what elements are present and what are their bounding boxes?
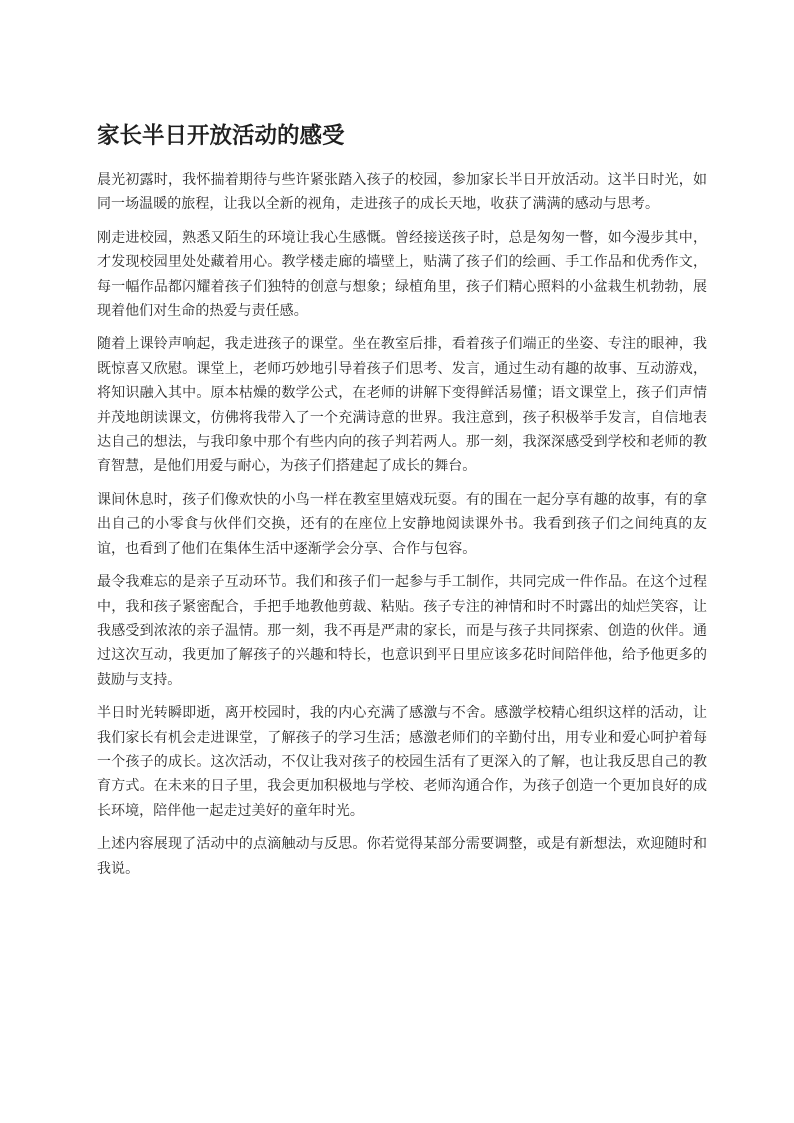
paragraph-parent-child: 最令我难忘的是亲子互动环节。我们和孩子们一起参与手工制作，共同完成一件作品。在这个过程中，我和孩子紧密配合，手把手地教他剪裁、粘贴。孩子专注的神情和时不时露出的灿烂笑容，让我感受到浓浓的亲子温情。那一刻，我不再是严肃的家长，而是与孩子共同探索、创造的伙伴。通过这次互动，我更加了解孩子的兴趣和特长，也意识到平日里应该多花时间陪伴他，给予他更多的鼓励与支持。 (97, 574, 707, 688)
paragraph-classroom: 随着上课铃声响起，我走进孩子的课堂。坐在教室后排，看着孩子们端正的坐姿、专注的眼神，我既惊喜又欣慰。课堂上，老师巧妙地引导着孩子们思考、发言，通过生动有趣的故事、互动游戏，将知识融入其中。原本枯燥的数学公式，在老师的讲解下变得鲜活易懂；语文课堂上，孩子们声情并茂地朗读课文，仿佛将我带入了一个充满诗意的世界。我注意到，孩子积极举手发言，自信地表达自己的想法，与我印象中那个有些内向的孩子判若两人。那一刻，我深深感受到学校和老师的教育智慧，是他们用爱与耐心，为孩子们搭建起了成长的舞台。 (97, 336, 707, 475)
paragraph-arrival: 晨光初露时，我怀揣着期待与些许紧张踏入孩子的校园，参加家长半日开放活动。这半日时光，如同一场温暖的旅程，让我以全新的视角，走进孩子的成长天地，收获了满满的感动与思考。 (97, 172, 707, 213)
paragraph-recess: 课间休息时，孩子们像欢快的小鸟一样在教室里嬉戏玩耍。有的围在一起分享有趣的故事，有的拿出自己的小零食与伙伴们交换，还有的在座位上安静地阅读课外书。我看到孩子们之间纯真的友谊，也看到了他们在集体生活中逐渐学会分享、合作与包容。 (97, 491, 707, 557)
paragraph-closing-note: 上述内容展现了活动中的点滴触动与反思。你若觉得某部分需要调整，或是有新想法，欢迎随时和我说。 (97, 836, 707, 877)
paragraph-reflection: 半日时光转瞬即逝，离开校园时，我的内心充满了感激与不舍。感激学校精心组织这样的活动，让我们家长有机会走进课堂，了解孩子的学习生活；感激老师们的辛勤付出，用专业和爱心呵护着每一个孩子的成长。这次活动，不仅让我对孩子的校园生活有了更深入的了解，也让我反思自己的教育方式。在未来的日子里，我会更加积极地与学校、老师沟通合作，为孩子创造一个更加良好的成长环境，陪伴他一起走过美好的童年时光。 (97, 705, 707, 819)
document-body (97, 120, 707, 890)
document-title: 家长半日开放活动的感受 (97, 123, 345, 149)
paragraph-campus: 刚走进校园，熟悉又陌生的环境让我心生感慨。曾经接送孩子时，总是匆匆一瞥，如今漫步其中，才发现校园里处处藏着用心。教学楼走廊的墙壁上，贴满了孩子们的绘画、手工作品和优秀作文，每一幅作品都闪耀着孩子们独特的创意与想象；绿植角里，孩子们精心照料的小盆栽生机勃勃，展现着他们对生命的热爱与责任感。 (97, 229, 707, 320)
